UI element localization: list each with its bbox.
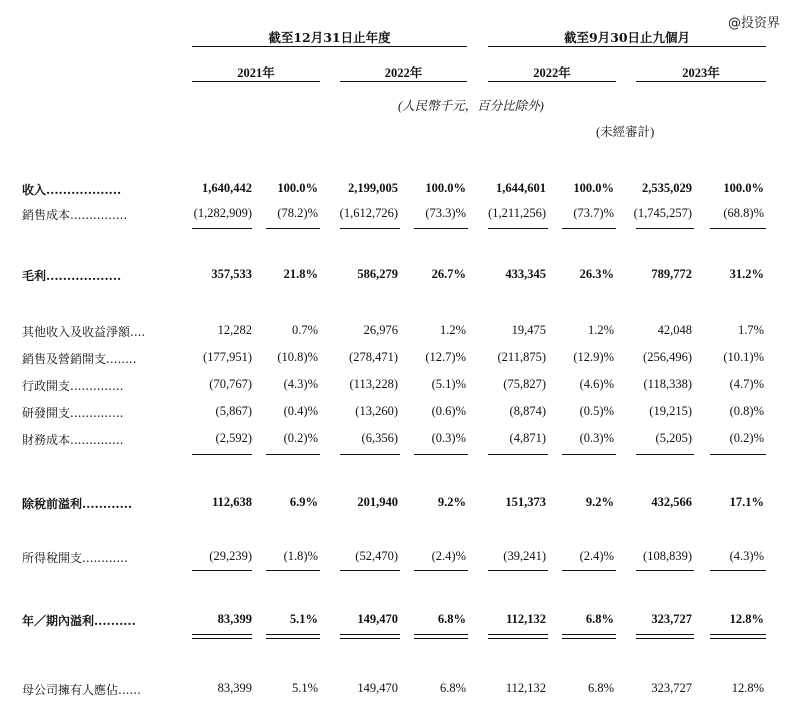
single-underline: [562, 454, 616, 455]
percent-cell: 26.3%: [579, 267, 614, 281]
percent-cell: 17.1%: [729, 495, 764, 509]
single-underline: [488, 570, 548, 571]
amount-cell: (2,592): [215, 431, 252, 445]
single-underline: [192, 570, 252, 571]
amount-cell: (5,205): [655, 431, 692, 445]
amount-cell: (4,871): [509, 431, 546, 445]
amount-cell: (52,470): [355, 549, 398, 563]
single-underline: [266, 228, 320, 229]
row-label: 除稅前溢利............: [22, 497, 133, 511]
percent-cell: 5.1%: [289, 612, 318, 626]
amount-cell: 2,199,005: [348, 181, 398, 195]
percent-cell: 100.0%: [723, 181, 764, 195]
amount-cell: (1,211,256): [488, 206, 546, 220]
table-row: [0, 206, 802, 224]
single-underline: [562, 570, 616, 571]
single-underline: [710, 570, 766, 571]
single-underline: [710, 228, 766, 229]
amount-cell: (29,239): [209, 549, 252, 563]
amount-cell: (70,767): [209, 377, 252, 391]
unaudited-note: (未經審計): [596, 125, 655, 139]
amount-cell: (6,356): [361, 431, 398, 445]
amount-cell: (8,874): [509, 404, 546, 418]
table-row: [0, 612, 802, 630]
amount-cell: 323,727: [651, 612, 692, 626]
table-row: [0, 549, 802, 567]
amount-cell: 149,470: [357, 612, 398, 626]
percent-cell: (2.4)%: [579, 549, 614, 563]
percent-cell: 26.7%: [431, 267, 466, 281]
year-header-4: 2023年: [682, 66, 720, 80]
percent-cell: (0.2)%: [283, 431, 318, 445]
percent-cell: (4.3)%: [729, 549, 764, 563]
single-underline: [710, 454, 766, 455]
table-row: [0, 495, 802, 513]
single-underline: [414, 570, 468, 571]
percent-cell: (68.8)%: [723, 206, 764, 220]
amount-cell: (118,338): [643, 377, 692, 391]
percent-cell: 21.8%: [283, 267, 318, 281]
header-annual-group: 截至12月31日止年度: [268, 30, 391, 45]
percent-cell: (0.4)%: [283, 404, 318, 418]
amount-cell: 2,535,029: [642, 181, 692, 195]
amount-cell: 1,644,601: [496, 181, 546, 195]
year-rule-4: [636, 81, 766, 82]
percent-cell: 6.8%: [585, 612, 614, 626]
percent-cell: (4.7)%: [729, 377, 764, 391]
year-rule-1: [192, 81, 320, 82]
percent-cell: (0.6)%: [431, 404, 466, 418]
amount-cell: 432,566: [651, 495, 692, 509]
double-underline: [710, 634, 766, 639]
header-nine-months-group: 截至9月30日止九個月: [563, 30, 691, 45]
amount-cell: 12,282: [217, 323, 252, 337]
year-header-2: 2022年: [384, 66, 423, 80]
amount-cell: 26,976: [363, 323, 398, 337]
amount-cell: (1,282,909): [193, 206, 252, 220]
double-underline: [340, 634, 400, 639]
percent-cell: 100.0%: [573, 181, 614, 195]
percent-cell: (10.8)%: [277, 350, 318, 364]
single-underline: [488, 228, 548, 229]
amount-cell: (1,745,257): [633, 206, 692, 220]
percent-cell: 31.2%: [729, 267, 764, 281]
double-underline: [636, 634, 694, 639]
single-underline: [488, 454, 548, 455]
single-underline: [340, 228, 400, 229]
table-row: [0, 377, 802, 395]
percent-cell: (0.5)%: [579, 404, 614, 418]
amount-cell: 19,475: [511, 323, 546, 337]
amount-cell: (13,260): [355, 404, 398, 418]
single-underline: [636, 228, 694, 229]
amount-cell: 112,132: [506, 612, 546, 626]
percent-cell: (12.9)%: [573, 350, 614, 364]
amount-cell: 83,399: [217, 681, 252, 695]
year-header-1: 2021年: [237, 66, 275, 80]
percent-cell: (10.1)%: [723, 350, 764, 364]
single-underline: [192, 228, 252, 229]
table-row: [0, 181, 802, 199]
percent-cell: (0.3)%: [579, 431, 614, 445]
amount-cell: (1,612,726): [339, 206, 398, 220]
percent-cell: 100.0%: [425, 181, 466, 195]
percent-cell: (5.1)%: [431, 377, 466, 391]
table-row: [0, 323, 802, 341]
watermark: @投资界: [727, 16, 780, 31]
table-row: [0, 431, 802, 449]
table-row: [0, 267, 802, 285]
amount-cell: 789,772: [651, 267, 692, 281]
row-label: 銷售成本...............: [22, 208, 128, 222]
amount-cell: (39,241): [503, 549, 546, 563]
single-underline: [414, 228, 468, 229]
row-label: 毛利..................: [22, 269, 122, 283]
amount-cell: (108,839): [643, 549, 692, 563]
amount-cell: (5,867): [215, 404, 252, 418]
amount-cell: 1,640,442: [202, 181, 252, 195]
percent-cell: 6.9%: [289, 495, 318, 509]
single-underline: [192, 454, 252, 455]
row-label: 年／期內溢利..........: [22, 614, 136, 628]
percent-cell: 9.2%: [585, 495, 614, 509]
double-underline: [266, 634, 320, 639]
single-underline: [562, 228, 616, 229]
percent-cell: (0.3)%: [431, 431, 466, 445]
row-label: 收入..................: [22, 183, 122, 197]
double-underline: [488, 634, 548, 639]
percent-cell: 1.2%: [439, 323, 466, 337]
percent-cell: (12.7)%: [425, 350, 466, 364]
percent-cell: (0.8)%: [729, 404, 764, 418]
header-nine-months-rule: [488, 46, 766, 47]
percent-cell: (0.2)%: [729, 431, 764, 445]
double-underline: [192, 634, 252, 639]
percent-cell: 12.8%: [731, 681, 764, 695]
row-label: 行政開支..............: [22, 379, 124, 393]
single-underline: [266, 570, 320, 571]
amount-cell: 357,533: [211, 267, 252, 281]
table-row: [0, 404, 802, 422]
percent-cell: (4.3)%: [283, 377, 318, 391]
row-label: 其他收入及收益淨額....: [22, 325, 146, 339]
double-underline: [414, 634, 468, 639]
single-underline: [340, 570, 400, 571]
percent-cell: 6.8%: [439, 681, 466, 695]
percent-cell: (78.2)%: [277, 206, 318, 220]
double-underline: [562, 634, 616, 639]
single-underline: [340, 454, 400, 455]
amount-cell: 112,638: [212, 495, 252, 509]
year-header-3: 2022年: [533, 66, 571, 80]
percent-cell: (73.3)%: [425, 206, 466, 220]
percent-cell: 6.8%: [587, 681, 614, 695]
percent-cell: 6.8%: [437, 612, 466, 626]
row-label: 財務成本..............: [22, 433, 124, 447]
amount-cell: 42,048: [657, 323, 692, 337]
amount-cell: 433,345: [505, 267, 546, 281]
header-annual-rule: [192, 46, 467, 47]
single-underline: [636, 570, 694, 571]
percent-cell: 1.2%: [587, 323, 614, 337]
percent-cell: (1.8)%: [283, 549, 318, 563]
amount-cell: (177,951): [203, 350, 252, 364]
percent-cell: 100.0%: [277, 181, 318, 195]
amount-cell: 201,940: [357, 495, 398, 509]
row-label: 母公司擁有人應佔......: [22, 683, 141, 697]
percent-cell: 0.7%: [291, 323, 318, 337]
percent-cell: (4.6)%: [579, 377, 614, 391]
row-label: 研發開支..............: [22, 406, 124, 420]
table-row: [0, 681, 802, 699]
percent-cell: 5.1%: [291, 681, 318, 695]
row-label: 所得稅開支............: [22, 551, 128, 565]
amount-cell: 83,399: [217, 612, 252, 626]
percent-cell: (2.4)%: [431, 549, 466, 563]
single-underline: [414, 454, 468, 455]
amount-cell: (19,215): [649, 404, 692, 418]
percent-cell: 12.8%: [729, 612, 764, 626]
amount-cell: 323,727: [651, 681, 692, 695]
amount-cell: 149,470: [357, 681, 398, 695]
amount-cell: 112,132: [505, 681, 546, 695]
percent-cell: 1.7%: [737, 323, 764, 337]
percent-cell: (73.7)%: [573, 206, 614, 220]
row-label: 銷售及營銷開支........: [22, 352, 137, 366]
table-row: [0, 350, 802, 368]
single-underline: [266, 454, 320, 455]
unit-note: (人民幣千元，百分比除外): [398, 99, 544, 113]
amount-cell: (211,875): [497, 350, 546, 364]
amount-cell: 586,279: [357, 267, 398, 281]
amount-cell: (113,228): [349, 377, 398, 391]
year-rule-3: [488, 81, 616, 82]
single-underline: [636, 454, 694, 455]
amount-cell: 151,373: [505, 495, 546, 509]
amount-cell: (256,496): [643, 350, 692, 364]
year-rule-2: [340, 81, 467, 82]
percent-cell: 9.2%: [437, 495, 466, 509]
amount-cell: (278,471): [349, 350, 398, 364]
amount-cell: (75,827): [503, 377, 546, 391]
